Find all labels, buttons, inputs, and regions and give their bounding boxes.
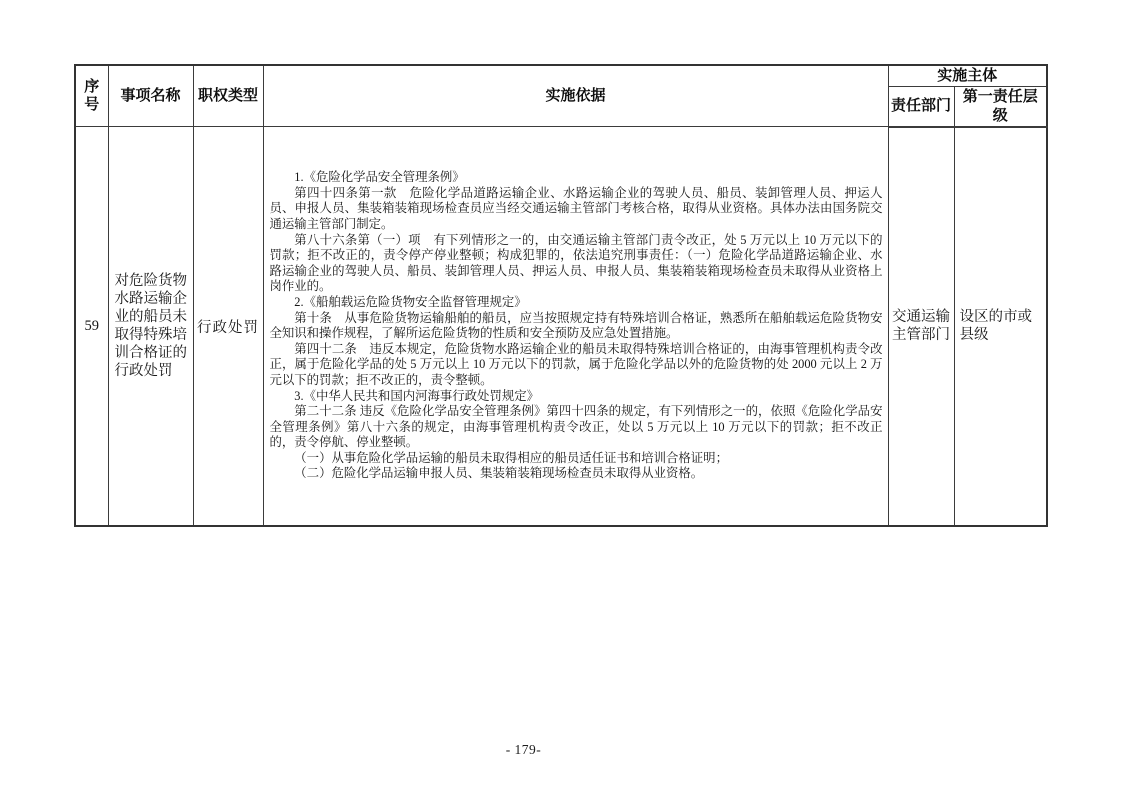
- header-item-name: 事项名称: [108, 65, 193, 127]
- legal-basis-paragraph: 3.《中华人民共和国内河海事行政处罚规定》: [294, 388, 540, 403]
- table-row: [75, 127, 1047, 526]
- header-legal-basis: 实施依据: [263, 65, 888, 127]
- legal-basis-paragraph: 第八十六条第（一）项 有下列情形之一的，由交通运输主管部门责令改正，处 5 万元以上 10 万元以下的罚款；拒不改正的，责令停产停业整顿；构成犯罪的，依法追究刑事责任：（一）危险化学品道路运输企业、水路运输企业的驾驶人员、船员、装卸管理人员、押运人员、申报人员、集装箱装箱现场检查员未取得从业资格上岗作业的。: [269, 232, 883, 294]
- page-number: - 179-: [505, 742, 542, 757]
- authority-matrix-table: [74, 64, 1048, 527]
- header-implementation-subject: 实施主体: [888, 65, 1047, 87]
- cell-responsible-department: 交通运输主管部门: [888, 127, 954, 526]
- header-row-top: [75, 65, 1047, 87]
- legal-basis-paragraph: 第四十四条第一款 危险化学品道路运输企业、水路运输企业的驾驶人员、船员、装卸管理人员、押运人员、申报人员、集装箱装箱现场检查员应当经交通运输主管部门考核合格，取得从业资格。具体办法由国务院交通运输主管部门制定。: [269, 185, 883, 231]
- legal-basis-paragraph: （二）危险化学品运输申报人员、集装箱装箱现场检查员未取得从业资格。: [294, 466, 704, 481]
- legal-basis-paragraph: 第二十二条 违反《危险化学品安全管理条例》第四十四条的规定，有下列情形之一的，依照《危险化学品安全管理条例》第八十六条的规定，由海事管理机构责令改正，处以 5 万元以上 10 万元以下的罚款；拒不改正的，责令停航、停业整顿。: [269, 404, 883, 450]
- header-serial: 序号: [75, 65, 108, 127]
- legal-basis-text: [270, 170, 883, 482]
- cell-authority-type: 行政处罚: [193, 127, 263, 526]
- cell-first-responsibility-level: 设区的市或县级: [954, 127, 1047, 526]
- header-first-responsibility-level: 第一责任层级: [954, 87, 1047, 127]
- legal-basis-paragraph: （一）从事危险化学品运输的船员未取得相应的船员适任证书和培训合格证明；: [294, 450, 728, 465]
- legal-basis-paragraph: 1.《危险化学品安全管理条例》: [294, 170, 465, 185]
- table-header: [75, 65, 1047, 127]
- table-body: [75, 127, 1047, 526]
- header-responsible-department: 责任部门: [888, 87, 954, 127]
- legal-basis-paragraph: 第十条 从事危险货物运输船舶的船员，应当按照规定持有特殊培训合格证，熟悉所在船舶载运危险货物安全知识和操作规程，了解所运危险货物的性质和安全预防及应急处置措施。: [269, 310, 883, 341]
- cell-item-name: 对危险货物水路运输企业的船员未取得特殊培训合格证的行政处罚: [108, 127, 193, 526]
- header-authority-type: 职权类型: [193, 65, 263, 127]
- cell-legal-basis: [263, 127, 888, 526]
- legal-basis-paragraph: 2.《船舶载运危险货物安全监督管理规定》: [294, 294, 527, 309]
- cell-serial-number: 59: [75, 127, 108, 526]
- legal-basis-paragraph: 第四十二条 违反本规定，危险货物水路运输企业的船员未取得特殊培训合格证的，由海事管理机构责令改正，属于危险化学品的处 5 万元以上 10 万元以下的罚款，属于危险化学品以外的危险货物的处 2000 元以上 2 万元以下的罚款；拒不改正的，责令整顿。: [269, 341, 883, 387]
